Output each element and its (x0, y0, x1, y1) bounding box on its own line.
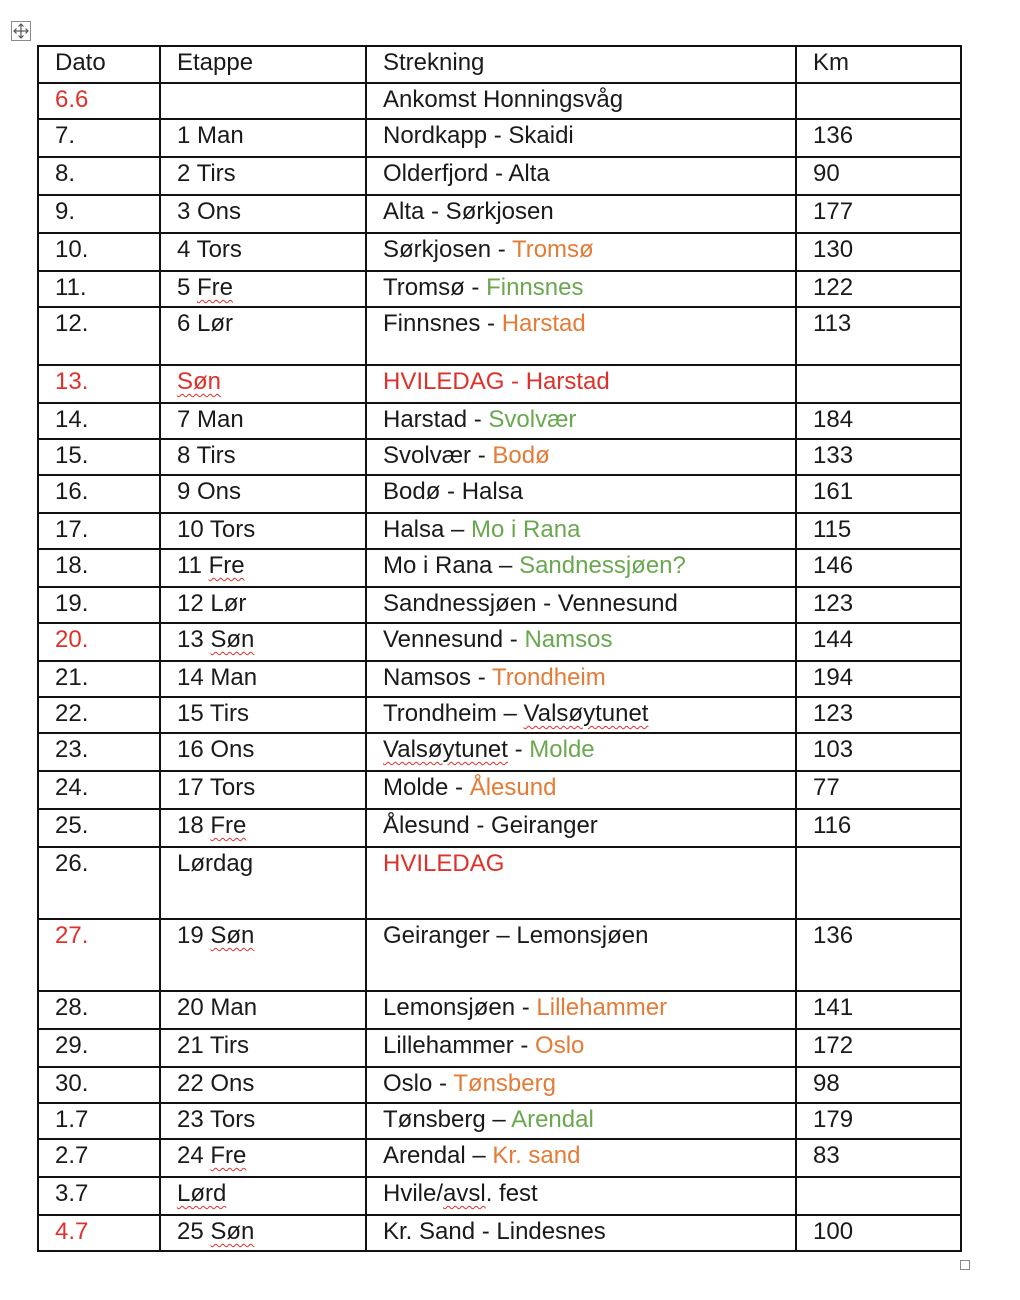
strekning-cell (366, 809, 796, 847)
etappe-text: 18 (177, 812, 211, 839)
etappe-text: 5 (177, 274, 198, 301)
etappe-text: 23 Tors (177, 1106, 256, 1133)
table-row (38, 847, 961, 919)
table-row (38, 195, 961, 233)
header-strekning: Strekning (366, 46, 796, 83)
dato-cell: 16. (38, 475, 160, 513)
strekning-text: Hvile/ (383, 1180, 444, 1207)
strekning-text: Kr. sand (492, 1142, 581, 1169)
table-row (38, 271, 961, 307)
header-etappe: Etappe (160, 46, 366, 83)
table-row (38, 513, 961, 549)
etappe-cell (160, 475, 366, 513)
strekning-text: - (507, 736, 530, 763)
table-row (38, 233, 961, 271)
etappe-cell (160, 733, 366, 771)
strekning-text: Nordkapp - Skaidi (383, 122, 574, 149)
km-cell: 146 (796, 549, 961, 587)
km-cell: 123 (796, 587, 961, 623)
strekning-text: Ålesund (469, 774, 557, 801)
table-resize-handle[interactable] (960, 1260, 970, 1270)
table-row (38, 1215, 961, 1251)
etappe-text: 19 (177, 922, 211, 949)
strekning-text: Molde - (383, 774, 470, 801)
strekning-text: Tønsberg (453, 1070, 556, 1097)
etappe-text: 21 Tirs (177, 1032, 250, 1059)
etappe-text: Lørdag (177, 850, 254, 877)
etappe-text: 15 Tirs (177, 700, 250, 727)
strekning-cell (366, 1177, 796, 1215)
strekning-text: HVILEDAG - Harstad (383, 368, 610, 395)
strekning-text: Svolvær (488, 406, 577, 433)
etappe-cell (160, 697, 366, 733)
strekning-text: Bodø - Halsa (383, 478, 524, 505)
dato-cell: 21. (38, 661, 160, 697)
strekning-text: HVILEDAG (383, 850, 505, 877)
table-row (38, 1103, 961, 1139)
strekning-cell (366, 403, 796, 439)
etappe-cell (160, 119, 366, 157)
strekning-text: Sandnessjøen? (519, 552, 686, 579)
etappe-text: 12 Lør (177, 590, 247, 617)
header-km: Km (796, 46, 961, 83)
km-cell: 179 (796, 1103, 961, 1139)
etappe-text: Fre (197, 274, 234, 301)
km-cell: 161 (796, 475, 961, 513)
etappe-cell (160, 233, 366, 271)
etappe-cell (160, 1029, 366, 1067)
dato-cell: 20. (38, 623, 160, 661)
etappe-cell (160, 1177, 366, 1215)
strekning-text: Svolvær - (383, 442, 493, 469)
etappe-text: Søn (210, 626, 255, 653)
strekning-text: Lemonsjøen - (383, 994, 537, 1021)
dato-cell: 10. (38, 233, 160, 271)
km-cell: 103 (796, 733, 961, 771)
strekning-text: Arendal – (383, 1142, 493, 1169)
table-row (38, 1177, 961, 1215)
dato-cell: 3.7 (38, 1177, 160, 1215)
etappe-text: Fre (208, 552, 245, 579)
strekning-text: Mo i Rana (471, 516, 581, 543)
km-cell: 113 (796, 307, 961, 365)
etappe-cell (160, 513, 366, 549)
etappe-cell (160, 157, 366, 195)
strekning-cell (366, 1067, 796, 1103)
etappe-text: 13 (177, 626, 211, 653)
km-cell: 130 (796, 233, 961, 271)
strekning-text: Tromsø - (383, 274, 487, 301)
km-cell: 122 (796, 271, 961, 307)
strekning-cell (366, 307, 796, 365)
etappe-text: 11 (177, 552, 209, 579)
dato-cell: 17. (38, 513, 160, 549)
etappe-cell (160, 1103, 366, 1139)
dato-cell: 4.7 (38, 1215, 160, 1251)
table-row (38, 771, 961, 809)
table-row (38, 587, 961, 623)
etappe-text: 17 Tors (177, 774, 256, 801)
strekning-cell (366, 233, 796, 271)
strekning-text: Finnsnes (486, 274, 584, 301)
strekning-cell (366, 157, 796, 195)
strekning-text: Molde (529, 736, 595, 763)
header-dato: Dato (38, 46, 160, 83)
move-arrows-icon (13, 23, 29, 39)
strekning-cell (366, 271, 796, 307)
km-cell (796, 1177, 961, 1215)
etappe-cell (160, 661, 366, 697)
etappe-cell (160, 365, 366, 403)
km-cell: 116 (796, 809, 961, 847)
dato-cell: 15. (38, 439, 160, 475)
table-row (38, 623, 961, 661)
etappe-cell (160, 1215, 366, 1251)
table-row (38, 157, 961, 195)
strekning-text: Tromsø (511, 236, 594, 263)
dato-cell: 18. (38, 549, 160, 587)
strekning-cell (366, 1029, 796, 1067)
table-row (38, 697, 961, 733)
strekning-text: Namsos - (383, 664, 492, 691)
km-cell (796, 365, 961, 403)
etappe-cell (160, 623, 366, 661)
km-cell: 133 (796, 439, 961, 475)
etappe-cell (160, 919, 366, 991)
strekning-cell (366, 733, 796, 771)
strekning-cell (366, 661, 796, 697)
strekning-text: Vennesund - (383, 626, 525, 653)
km-cell: 141 (796, 991, 961, 1029)
table-row (38, 119, 961, 157)
dato-cell: 25. (38, 809, 160, 847)
km-cell (796, 83, 961, 119)
table-row (38, 661, 961, 697)
etappe-text: 14 Man (177, 664, 258, 691)
strekning-text: Tønsberg – (383, 1106, 512, 1133)
etappe-text: 10 Tors (177, 516, 256, 543)
strekning-text: avsl (443, 1180, 486, 1207)
strekning-text: Namsos (524, 626, 613, 653)
table-row (38, 733, 961, 771)
strekning-cell (366, 697, 796, 733)
km-cell (796, 847, 961, 919)
dato-cell: 19. (38, 587, 160, 623)
km-cell: 115 (796, 513, 961, 549)
etappe-cell (160, 771, 366, 809)
km-cell: 77 (796, 771, 961, 809)
dato-cell: 26. (38, 847, 160, 919)
dato-cell: 24. (38, 771, 160, 809)
strekning-text: Olderfjord - Alta (383, 160, 550, 187)
table-move-handle[interactable] (11, 21, 31, 41)
km-cell: 98 (796, 1067, 961, 1103)
strekning-cell (366, 195, 796, 233)
etappe-cell (160, 83, 366, 119)
strekning-text: Ankomst Honningsvåg (383, 86, 624, 113)
dato-cell: 14. (38, 403, 160, 439)
etappe-text: Søn (177, 368, 222, 395)
etappe-text: 20 Man (177, 994, 258, 1021)
etappe-text: 24 (177, 1142, 211, 1169)
strekning-cell (366, 991, 796, 1029)
dato-cell: 2.7 (38, 1139, 160, 1177)
strekning-text: Alta - Sørkjosen (383, 198, 554, 225)
strekning-text: Lillehammer - (383, 1032, 536, 1059)
etappe-text: 3 Ons (177, 198, 242, 225)
strekning-text: Halsa – (383, 516, 472, 543)
etappe-cell (160, 195, 366, 233)
etappe-cell (160, 847, 366, 919)
table-row (38, 439, 961, 475)
strekning-text: Arendal (511, 1106, 594, 1133)
km-cell: 184 (796, 403, 961, 439)
etappe-cell (160, 271, 366, 307)
dato-cell: 1.7 (38, 1103, 160, 1139)
dato-cell: 13. (38, 365, 160, 403)
km-cell: 136 (796, 919, 961, 991)
strekning-cell (366, 1139, 796, 1177)
etappe-text: 8 Tirs (177, 442, 236, 469)
dato-cell: 28. (38, 991, 160, 1029)
strekning-text: Ålesund - Geiranger (383, 812, 598, 839)
etappe-text: 1 Man (177, 122, 244, 149)
dato-cell: 7. (38, 119, 160, 157)
dato-cell: 9. (38, 195, 160, 233)
table-row (38, 809, 961, 847)
strekning-text: Bodø (492, 442, 550, 469)
strekning-text: Kr. Sand - Lindesnes (383, 1218, 606, 1245)
dato-cell: 22. (38, 697, 160, 733)
strekning-text: Trondheim – (383, 700, 524, 727)
etappe-cell (160, 1067, 366, 1103)
strekning-text: Finnsnes - (383, 310, 502, 337)
strekning-cell (366, 771, 796, 809)
etappe-text: 2 Tirs (177, 160, 236, 187)
strekning-cell (366, 365, 796, 403)
strekning-cell (366, 83, 796, 119)
table-row (38, 403, 961, 439)
km-cell: 144 (796, 623, 961, 661)
strekning-text: Valsøytunet (523, 700, 649, 727)
dato-cell: 30. (38, 1067, 160, 1103)
table-row (38, 83, 961, 119)
etappe-text: 4 Tors (177, 236, 242, 263)
strekning-cell (366, 1103, 796, 1139)
table-row (38, 1139, 961, 1177)
km-cell: 136 (796, 119, 961, 157)
strekning-cell (366, 119, 796, 157)
etappe-cell (160, 1139, 366, 1177)
strekning-text: Sandnessjøen - Vennesund (383, 590, 678, 617)
etappe-text: 9 Ons (177, 478, 242, 505)
table-row (38, 307, 961, 365)
dato-cell: 23. (38, 733, 160, 771)
etappe-text: Lørd (177, 1180, 227, 1207)
etappe-text: 22 Ons (177, 1070, 255, 1097)
dato-cell: 29. (38, 1029, 160, 1067)
table-row (38, 919, 961, 991)
etappe-cell (160, 587, 366, 623)
etappe-text: Fre (210, 1142, 247, 1169)
etappe-text: Fre (210, 812, 247, 839)
dato-cell: 12. (38, 307, 160, 365)
table-row (38, 1029, 961, 1067)
dato-cell: 8. (38, 157, 160, 195)
strekning-cell (366, 439, 796, 475)
strekning-cell (366, 847, 796, 919)
etappe-cell (160, 991, 366, 1029)
etappe-cell (160, 809, 366, 847)
strekning-text: Oslo (535, 1032, 585, 1059)
etappe-text: Søn (210, 922, 255, 949)
strekning-text: Valsøytunet (383, 736, 508, 763)
etappe-text: 16 Ons (177, 736, 255, 763)
km-cell: 194 (796, 661, 961, 697)
etappe-cell (160, 403, 366, 439)
km-cell: 100 (796, 1215, 961, 1251)
etappe-text: 7 Man (177, 406, 244, 433)
strekning-cell (366, 587, 796, 623)
table-header-row (38, 46, 961, 83)
table-row (38, 365, 961, 403)
strekning-cell (366, 475, 796, 513)
strekning-cell (366, 623, 796, 661)
strekning-text: Geiranger – Lemonsjøen (383, 922, 649, 949)
dato-cell: 27. (38, 919, 160, 991)
table-row (38, 475, 961, 513)
strekning-cell (366, 919, 796, 991)
strekning-text: Oslo - (383, 1070, 454, 1097)
etappe-cell (160, 439, 366, 475)
km-cell: 177 (796, 195, 961, 233)
dato-cell: 11. (38, 271, 160, 307)
dato-cell: 6.6 (38, 83, 160, 119)
strekning-text: Mo i Rana – (383, 552, 520, 579)
table-row (38, 549, 961, 587)
table-row (38, 991, 961, 1029)
strekning-text: Harstad - (383, 406, 489, 433)
km-cell: 123 (796, 697, 961, 733)
km-cell: 172 (796, 1029, 961, 1067)
km-cell: 90 (796, 157, 961, 195)
strekning-text: Harstad (501, 310, 586, 337)
etappe-text: 25 (177, 1218, 211, 1245)
schedule-table (37, 45, 962, 1252)
strekning-cell (366, 513, 796, 549)
strekning-cell (366, 549, 796, 587)
km-cell: 83 (796, 1139, 961, 1177)
strekning-text: Sørkjosen - (383, 236, 512, 263)
strekning-text: . fest (485, 1180, 538, 1207)
table-row (38, 1067, 961, 1103)
strekning-text: Trondheim (491, 664, 606, 691)
etappe-cell (160, 307, 366, 365)
etappe-text: Søn (210, 1218, 255, 1245)
etappe-cell (160, 549, 366, 587)
etappe-text: 6 Lør (177, 310, 234, 337)
strekning-text: Lillehammer (536, 994, 668, 1021)
strekning-cell (366, 1215, 796, 1251)
